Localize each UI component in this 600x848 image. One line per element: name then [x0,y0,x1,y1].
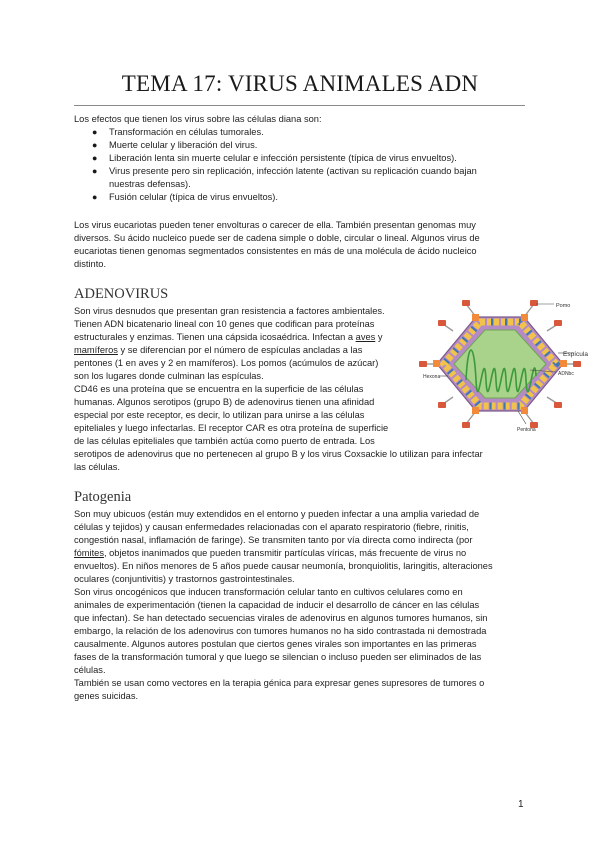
label-espicula: Espícula [563,351,588,358]
title-divider [74,105,525,106]
patogenia-line: células y tejidos) y causan enfermedades relacionadas con el aparato respiratorio (fiebre, rinitis, [74,522,469,532]
bullet-item: Fusión celular (típica de virus envueltos). [109,192,278,202]
adenovirus-line: son los lugares donde culminan las espículas. [74,371,264,381]
patogenia-line: animales de experimentación (tienen la capacidad de inducir el desarrollo de cáncer en las células [74,600,480,610]
underlined-term-mamiferos: mamíferos [74,345,118,355]
adenovirus-line: humanas. Algunos serotipos (grupo B) de adenovirus tienen una afinidad [74,397,375,407]
adenovirus-line: las células. [74,462,120,472]
bullet-marker: ● [92,153,98,163]
bullet-marker: ● [92,166,98,176]
bullet-item-continuation: nuestras defensas). [109,179,191,189]
adenovirus-line: Tienen ADN bicatenario lineal con 10 genes que codifican para proteínas [74,319,375,329]
patogenia-line: Son muy ubicuos (están muy extendidos en el entorno y pueden infectar a una amplia variedad de [74,509,480,519]
page-number: 1 [518,799,524,810]
adenovirus-line: especial por este receptor, es decir, lo utilizan para unirse a las células [74,410,365,420]
patogenia-line: fases de la transformación tumoral y que luego se silencian o incluso pueden ser eliminados de las [74,652,482,662]
patogenia-line: que infectan). Se han detectado secuencias virales de adenovirus en algunos tumores humanos, sin [74,613,488,623]
underlined-term-fomites: fómites [74,548,104,558]
intro-paragraph-line: Los virus eucariotas pueden tener envolturas o carecer de ella. También presentan genomas muy [74,220,476,230]
bullet-marker: ● [92,140,98,150]
patogenia-line: células. [74,665,106,675]
bullet-marker: ● [92,192,98,202]
page-title: TEMA 17: VIRUS ANIMALES ADN [121,71,479,96]
bullet-item: Liberación lenta sin muerte celular e infección persistente (típica de virus envueltos). [109,153,457,163]
patogenia-line: genes suicidas. [74,691,139,701]
patogenia-line: oculares (conjuntivitis) y trastornos gastrointestinales. [74,574,295,584]
adenovirus-diagram [418,300,600,440]
adenovirus-line: de las células epiteliales que también actúa como puerto de entrada. Los [74,436,375,446]
adenovirus-line: CD46 es una proteína que se encuentra en la superficie de las células [74,384,364,394]
bullet-item: Muerte celular y liberación del virus. [109,140,258,150]
intro-paragraph-line: distinto. [74,259,107,269]
section-heading-adenovirus: ADENOVIRUS [74,286,169,302]
patogenia-line: fómites, objetos inanimados que pueden transmitir partículas víricas, más frecuente de virus no [74,548,467,558]
label-pomo: Pomo [556,303,571,309]
underlined-term-aves: aves [355,332,376,342]
adenovirus-line: epiteliales y luego infectarlas. El receptor CAR es otra proteína de superficie [74,423,389,433]
bullet-item: Transformación en células tumorales. [109,127,264,137]
patogenia-line: Son virus oncogénicos que inducen transformación celular tanto en cultivos celulares como en [74,587,463,597]
bullet-marker: ● [92,127,98,137]
label-adn: ADNbc [558,371,574,377]
adenovirus-line: Son virus desnudos que presentan gran resistencia a factores ambientales. [74,306,385,316]
patogenia-line: También se usan como vectores en la terapia génica para expresar genes supresores de tumores o [74,678,485,688]
label-pentona: Pentona [517,427,536,433]
adenovirus-line: estructurales y enzimas. Tienen una cápsida icosaédrica. Infectan a aves y [74,332,383,342]
patogenia-line: causalmente. Algunos autores postulan que ciertos genes virales son importantes en las primeras [74,639,477,649]
patogenia-line: congestión nasal, inflamación de faringe). Se transmiten tanto por vía directa como indirecta (por [74,535,473,545]
patogenia-line: envueltos). En niños menores de 5 años puede causar neumonía, bronquiolitis, laringitis, alteraciones [74,561,493,571]
adenovirus-line: pentones (1 en aves y 2 en mamíferos). Los pomos (acúmulos de azúcar) [74,358,379,368]
intro-paragraph-line: eucariotas tienen genomas segmentados consistentes en más de una molécula de ácido nucleico [74,246,477,256]
intro-lead: Los efectos que tienen los virus sobre las células diana son: [74,114,322,124]
label-hexona: Hexona [423,374,441,380]
intro-paragraph-line: diversos. Su ácido nucleico puede ser de cadena simple o doble, circular o lineal. Algunos virus de [74,233,480,243]
section-heading-patogenia: Patogenia [74,489,132,505]
bullet-item: Virus presente pero sin replicación, infección latente (activan su replicación cuando bajan [109,166,477,176]
adenovirus-line: mamíferos y se diferencian por el número de espículas ancladas a las [74,345,363,355]
adenovirus-line: serotipos de adenovirus que no pertenecen al grupo B y los virus Coxsackie lo utilizan para infectar [74,449,483,459]
patogenia-line: embargo, la relación de los adenovirus con tumores humanos no ha sido contrastada ni demostrada [74,626,487,636]
